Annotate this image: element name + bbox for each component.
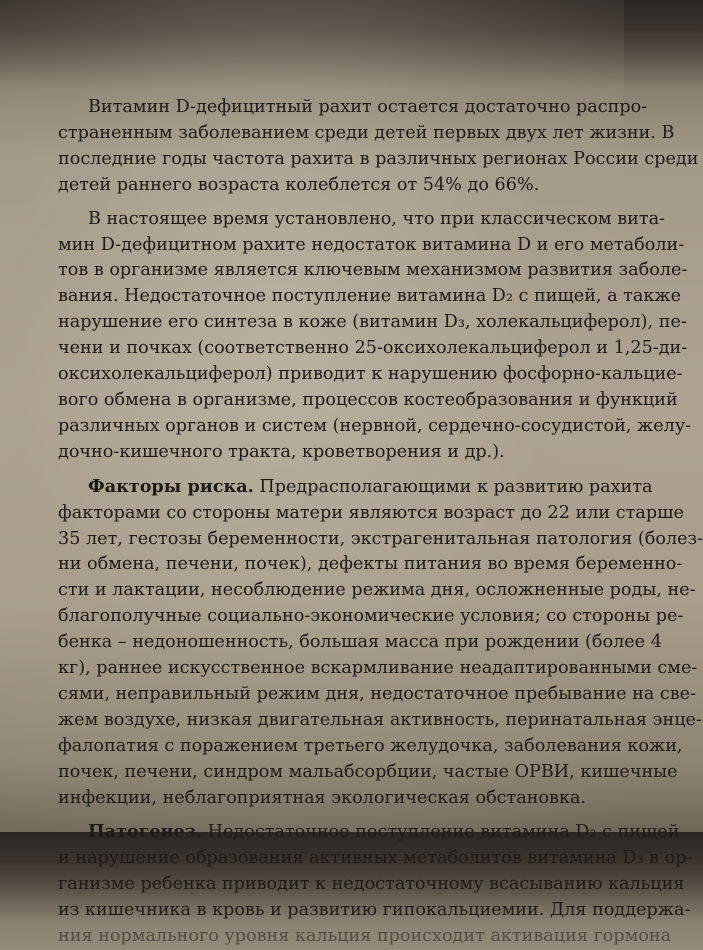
text-line: инфекции, неблагоприятная экологическая обстановка.	[58, 787, 587, 808]
text-line: вания. Недостаточное поступление витамина D₂ с пищей, а также	[58, 286, 681, 307]
text-line: тов в организме является ключевым механизмом развития заболе-	[58, 260, 688, 281]
section-heading-pathogenesis: Патогенез.	[88, 821, 203, 843]
text-line: фалопатия с поражением третьего желудочка, заболевания кожи,	[58, 735, 683, 756]
text-line-part: Предрасполагающими к развитию рахита	[253, 476, 653, 497]
text-line: вого обмена в организме, процессов костеобразования и функций	[58, 389, 678, 410]
text-line: и нарушение образования активных метаболитов витамина D₃ в ор-	[58, 848, 693, 869]
text-line: сти и лактации, несоблюдение режима дня, осложненные роды, не-	[58, 580, 696, 601]
text-line: мин D-дефицитном рахите недостаток витамина D и его метаболи-	[58, 234, 685, 255]
paragraph-1	[58, 95, 699, 199]
text-line: последние годы частота рахита в различных регионах России среди	[58, 148, 699, 169]
text-line: ни обмена, печени, почек), дефекты питания во время беременно-	[58, 554, 683, 575]
section-heading-risk-factors: Факторы риска.	[88, 475, 254, 497]
text-line: жем воздухе, низкая двигательная активность, перинатальная энце-	[58, 709, 702, 730]
text-line: 35 лет, гестозы беременности, экстрагенитальная патология (болез-	[58, 528, 703, 549]
paragraph-pathogenesis	[58, 819, 693, 950]
text-line: факторами со стороны матери являются возраст до 22 или старше	[58, 502, 684, 523]
text-line: детей раннего возраста колеблется от 54% до 66%.	[58, 174, 540, 195]
paragraph-risk-factors	[58, 474, 703, 812]
text-line: дочно-кишечного тракта, кроветворения и др.).	[58, 441, 505, 462]
text-line	[58, 474, 653, 501]
text-line: почек, печени, синдром мальабсорбции, частые ОРВИ, кишечные	[58, 761, 678, 782]
text-line	[58, 819, 680, 846]
text-line: Витамин D-дефицитный рахит остается достаточно распро-	[88, 97, 648, 117]
text-line-part: Недостаточное поступление витамина D₂ с пищей	[202, 822, 680, 843]
text-line: благополучные социально-экономические условия; со стороны ре-	[58, 606, 684, 627]
text-line: различных органов и систем (нервной, сердечно-сосудистой, желу-	[58, 415, 692, 436]
text-line: нарушение его синтеза в коже (витамин D₃, холекальциферол), пе-	[58, 312, 687, 333]
text-line: ния нормального уровня кальция происходит активация гормона	[58, 926, 672, 947]
text-line: кг), раннее искусственное вскармливание неадаптированными сме-	[58, 658, 698, 679]
text-line: В настоящее время установлено, что при классическом вита-	[88, 208, 666, 229]
text-line: страненным заболеванием среди детей первых двух лет жизни. В	[58, 122, 675, 143]
text-line: сями, неправильный режим дня, недостаточное пребывание на све-	[58, 683, 696, 704]
paragraph-2	[58, 207, 692, 466]
text-line: ганизме ребенка приводит к недостаточному всасыванию кальция	[58, 874, 685, 895]
text-line: оксихолекальциферол) приводит к нарушению фосфорно-кальцие-	[58, 364, 683, 385]
text-line: бенка – недоношенность, большая масса при рождении (более 4	[58, 632, 662, 653]
text-line: чени и почках (соответственно 25-оксихолекальциферол и 1,25-ди-	[58, 338, 688, 359]
page-text	[58, 95, 703, 950]
text-line: из кишечника в кровь и развитию гипокальциемии. Для поддержа-	[58, 900, 691, 921]
